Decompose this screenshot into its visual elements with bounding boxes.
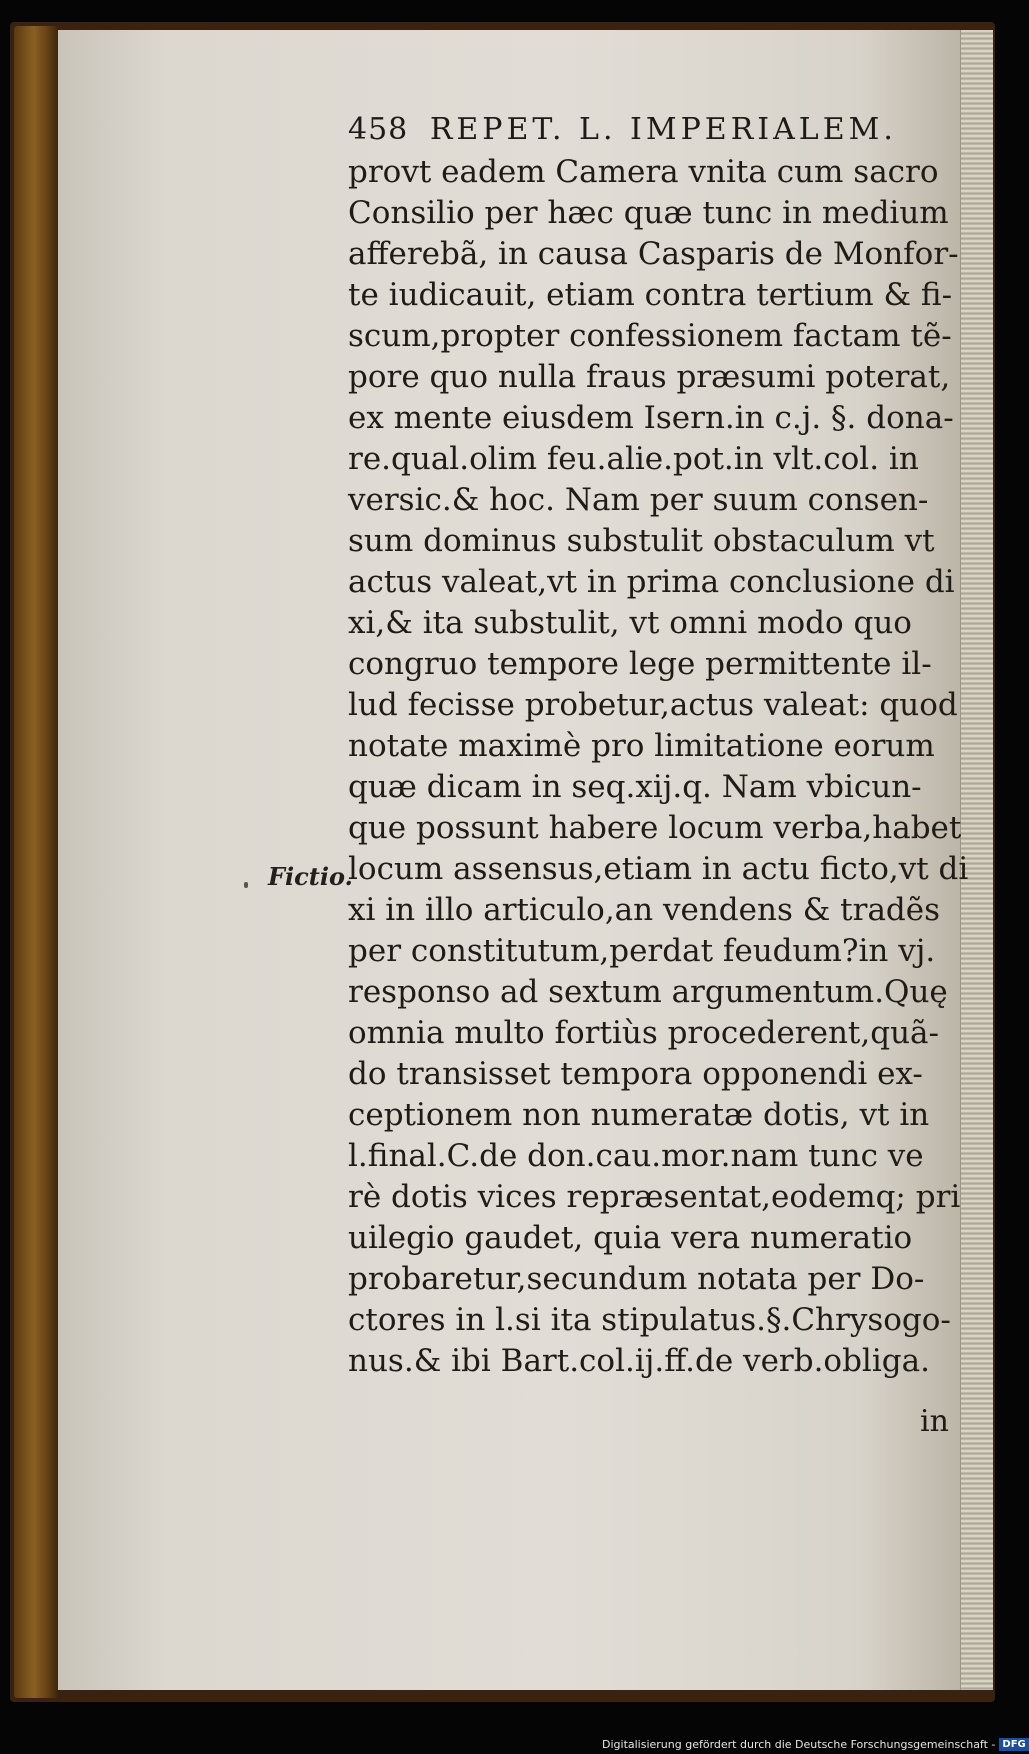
text-line: Consilio per hæc quæ tunc in medium bbox=[348, 195, 949, 231]
dfg-logo: DFG bbox=[999, 1738, 1028, 1751]
text-line: afferebã, in causa Casparis de Monfor- bbox=[348, 236, 959, 272]
running-title: REPET. L. IMPERIALEM. bbox=[429, 112, 897, 147]
text-line: ctores in l.si ita stipulatus.§.Chrysogo- bbox=[348, 1302, 951, 1338]
text-line: xi in illo articulo,an vendens & tradẽs bbox=[348, 892, 941, 928]
text-line: re.qual.olim feu.alie.pot.in vlt.col. in bbox=[348, 441, 919, 477]
running-header bbox=[348, 112, 948, 147]
text-line: ex mente eiusdem Isern.in c.j. §. dona- bbox=[348, 400, 954, 436]
text-line: sum dominus substulit obstaculum vt bbox=[348, 523, 935, 559]
text-line: xi,& ita substulit, vt omni modo quo bbox=[348, 605, 912, 641]
text-line: actus valeat,vt in prima conclusione di bbox=[348, 564, 955, 600]
text-line: que possunt habere locum verba,habet bbox=[348, 810, 962, 846]
text-line: ceptionem non numeratæ dotis, vt in bbox=[348, 1097, 930, 1133]
text-line: congruo tempore lege permittente il- bbox=[348, 646, 932, 682]
text-line: responso ad sextum argumentum.Quę bbox=[348, 974, 948, 1010]
text-line: rè dotis vices repræsentat,eodemq; pri bbox=[348, 1179, 961, 1215]
credit-text: Digitalisierung gefördert durch die Deutsche Forschungsgemeinschaft - bbox=[602, 1738, 996, 1751]
text-line: probaretur,secundum notata per Do- bbox=[348, 1261, 925, 1297]
page-number: 458 bbox=[348, 112, 409, 147]
text-line: do transisset tempora opponendi ex- bbox=[348, 1056, 923, 1092]
text-line: per constitutum,perdat feudum?in vj. bbox=[348, 933, 936, 969]
marginal-note: Fictio. bbox=[268, 862, 353, 891]
digitization-credit bbox=[602, 1738, 1029, 1751]
text-line: te iudicauit, etiam contra tertium & fi- bbox=[348, 277, 953, 313]
text-line: l.final.C.de don.cau.mor.nam tunc ve bbox=[348, 1138, 924, 1174]
ink-speck bbox=[244, 882, 248, 888]
text-line: versic.& hoc. Nam per suum consen- bbox=[348, 482, 929, 518]
body-text bbox=[348, 152, 968, 1382]
text-line: pore quo nulla fraus præsumi poterat, bbox=[348, 359, 951, 395]
text-line: omnia multo fortiùs procederent,quã- bbox=[348, 1015, 940, 1051]
book-spine bbox=[14, 26, 58, 1698]
catchword: in bbox=[920, 1404, 949, 1439]
text-line: nus.& ibi Bart.col.ij.ff.de verb.obliga. bbox=[348, 1343, 930, 1379]
text-line: uilegio gaudet, quia vera numeratio bbox=[348, 1220, 913, 1256]
text-line: quæ dicam in seq.xij.q. Nam vbicun- bbox=[348, 769, 922, 805]
text-line: lud fecisse probetur,actus valeat: quod bbox=[348, 687, 958, 723]
text-line: provt eadem Camera vnita cum sacro bbox=[348, 154, 939, 190]
text-line: scum,propter confessionem factam tẽ- bbox=[348, 318, 952, 354]
text-line: notate maximè pro limitatione eorum bbox=[348, 728, 935, 764]
text-line: locum assensus,etiam in actu ficto,vt di bbox=[348, 851, 969, 887]
